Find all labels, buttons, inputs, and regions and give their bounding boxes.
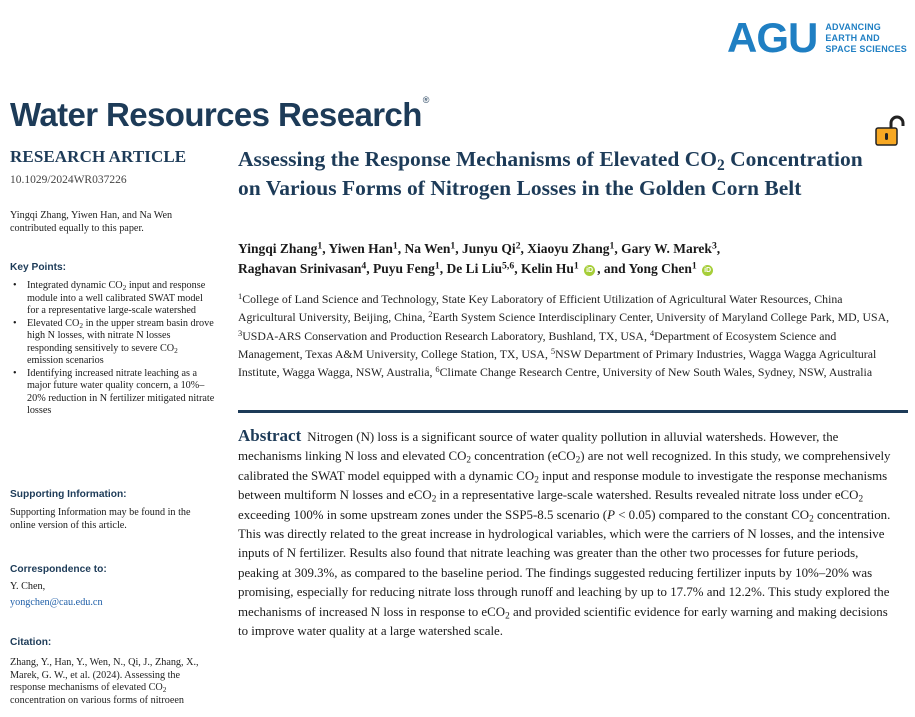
citation-text: Zhang, Y., Han, Y., Wen, N., Qi, J., Zhang, X., Marek, G. W., et al. (2024). Assessing the response mechanisms of elevated $CO_2$ concentration on various forms of nitroeen xyxy=(10,657,199,706)
abstract-label: Abstract xyxy=(238,426,302,445)
abstract-text: input and response module to investigate the response mechanisms between multiform N losses and eCO xyxy=(238,468,888,503)
registered-mark: ® xyxy=(422,95,429,105)
abstract-text: ) are not well recognized. In this study, we comprehensively calibrated the SWAT model equipped with a dynamic CO xyxy=(238,449,891,483)
author-affiliation-number: 5,6 xyxy=(502,260,515,272)
author-affiliation-number: 1 xyxy=(691,260,697,272)
affiliation-text: Earth System Science Interdisciplinary Center, University of Maryland College Park, MD, USA, xyxy=(432,310,890,325)
subscript: 2 xyxy=(466,455,472,466)
article-type: RESEARCH ARTICLE xyxy=(10,147,187,166)
key-points-heading: Key Points: xyxy=(10,262,67,273)
abstract-text: exceeding 100% in some upstream zones under the SSP5-8.5 scenario ( xyxy=(238,507,608,522)
agu-tagline-line: EARTH AND xyxy=(825,32,880,43)
agu-tagline-line: ADVANCING xyxy=(825,21,881,32)
subscript: 2 xyxy=(431,494,437,505)
key-point: • Integrated dynamic $CO_2$ input and response module into a well calibrated SWAT model for a representative large-scale watershed xyxy=(10,280,215,318)
agu-tagline-line: SPACE SCIENCES xyxy=(825,43,907,54)
key-points-list xyxy=(10,280,215,418)
orcid-icon[interactable]: iD xyxy=(704,267,712,274)
supporting-info-text: Supporting Information may be found in the online version of this article. xyxy=(10,507,191,531)
author-affiliation-number: 1 xyxy=(317,240,323,252)
agu-tagline xyxy=(825,22,907,55)
author[interactable]: Yiwen Han$^1$ xyxy=(328,240,398,256)
author-affiliation-number: 3 xyxy=(711,240,717,252)
author-affiliation-number: 1 xyxy=(609,240,615,252)
affiliation-number: 5 xyxy=(550,346,556,357)
key-point: • Identifying increased nitrate leaching as a major future water quality concern, a 10%–20% reduction in N fertilizer mitigated nitrate losses xyxy=(10,368,215,418)
abstract-text: < 0.05) compared to the constant CO xyxy=(614,507,810,522)
affiliation-number: 3 xyxy=(238,327,243,338)
affiliation-text: NSW Department of Primary Industries, Wagga Wagga Agricultural Institute, Wagga Wagga, NSW, Australia, xyxy=(238,346,877,380)
open-lock-icon[interactable] xyxy=(874,114,906,148)
abstract-text: Nitrogen (N) loss is a significant source of water quality pollution in alluvial watersheds. However, the mechanisms linking N loss and elevated CO xyxy=(238,430,839,464)
author-affiliation-number: 1 xyxy=(434,260,440,272)
subscript: 2 xyxy=(809,513,814,524)
agu-logo-text: AGU xyxy=(727,14,818,61)
affiliation-number: 2 xyxy=(428,309,433,320)
author[interactable]: Xiaoyu Zhang$^1$ xyxy=(527,240,615,256)
author-affiliation-number: 1 xyxy=(392,240,398,252)
contribution-note: Yingqi Zhang, Yiwen Han, and Na Wen contributed equally to this paper. xyxy=(10,210,173,234)
author[interactable]: Na Wen$^1$ xyxy=(404,240,456,256)
author[interactable]: Puyu Feng$^1$ xyxy=(373,260,440,276)
correspondence-heading: Correspondence to: xyxy=(10,564,107,575)
abstract-text: and provided scientific evidence for early warning and making decisions to improve water quality at a large watershed scale. xyxy=(238,604,888,639)
section-divider xyxy=(238,410,908,413)
key-point: • Elevated $CO_2$ in the upper stream basin drove high N losses, with nitrate N losses responding sensitively to severe $CO_2$ emission scenarios xyxy=(10,318,215,368)
journal-title[interactable] xyxy=(10,96,429,134)
orcid-icon[interactable]: iD xyxy=(586,267,594,274)
affiliation-number: 1 xyxy=(238,291,243,302)
supporting-info-heading: Supporting Information: xyxy=(10,489,127,500)
affiliation-number: 4 xyxy=(649,327,655,338)
author-affiliation-number: 1 xyxy=(450,240,456,252)
author-affiliation-number: 2 xyxy=(515,240,521,252)
abstract xyxy=(238,426,900,641)
doi[interactable]: 10.1029/2024WR037226 xyxy=(10,174,127,186)
affiliation-text: College of Land Science and Technology, State Key Laboratory of Efficient Utilization of Agricultural Water Resources, China Agricultural University, Beijing, China, xyxy=(238,292,843,325)
correspondence-name: Y. Chen, xyxy=(10,581,46,592)
author[interactable]: Yong Chen$^1$ xyxy=(628,260,697,276)
paper-title: Assessing the Response Mechanisms of Elevated $CO_2$ Concentration on Various Forms of Nitrogen Losses in the Golden Corn Belt xyxy=(238,147,863,200)
abstract-text: in a representative large-scale watershed. Results revealed nitrate loss under eCO xyxy=(436,488,859,503)
author-affiliation-number: 4 xyxy=(361,260,367,272)
author[interactable]: Raghavan Srinivasan$^4$ xyxy=(238,260,367,276)
affiliation-text: USDA-ARS Conservation and Production Research Laboratory, Bushland, TX, USA, xyxy=(242,328,650,343)
affiliation-text: Department of Ecosystem Science and Management, Texas A&M University, College Station, TX, USA, xyxy=(238,328,837,361)
agu-logo[interactable] xyxy=(727,16,909,60)
author[interactable]: Yingqi Zhang$^1$ xyxy=(238,240,323,256)
subscript: 2 xyxy=(858,494,864,505)
abstract-body xyxy=(238,430,890,638)
correspondence-email-link[interactable]: yongchen@cau.edu.cn xyxy=(10,597,103,608)
citation-heading: Citation: xyxy=(10,637,52,648)
author[interactable]: Gary W. Marek$^3$ xyxy=(621,240,717,256)
author-list: Yingqi Zhang$^1$, Yiwen Han$^1$, Na Wen$^1$, Junyu Qi$^2$, Xiaoyu Zhang$^1$, Gary W. Marek$^3$, Raghavan Srinivasan$^4$, Puyu Feng$^1$, De Li Liu$^{5,6}$, Kelin Hu$^1$ iD , and Yong Chen$^1$ iD xyxy=(238,240,721,276)
abstract-text: concentration. This was directly related to the great increase in hydrological variables, which were the carriers of N losses, and the intensive inputs of N fertilizer. Results also found that nitrate leaching was greater than the other two processes for future periods, peaking at 309.3%, as compared to the baseline period. The findings suggested reducing fertilizer inputs by 10%–20% was promising, especially for reducing nitrate loss through runoff and leaching by up to 17.7% and 12.2%. This study explored the mechanisms of increased N loss in response to eCO xyxy=(238,507,891,619)
subscript: 2 xyxy=(534,475,539,486)
affiliations xyxy=(238,290,898,381)
affiliation-text: Climate Change Research Centre, University of New South Wales, Sydney, NSW, Australia xyxy=(439,365,873,380)
subscript: 2 xyxy=(505,610,510,621)
author-affiliation-number: 1 xyxy=(573,260,579,272)
subscript: 2 xyxy=(575,455,581,466)
author[interactable]: Kelin Hu$^1$ xyxy=(520,260,579,276)
affiliation-number: 6 xyxy=(435,364,440,375)
italic-symbol: P xyxy=(607,507,615,522)
abstract-text: concentration (eCO xyxy=(471,449,576,464)
author[interactable]: Junyu Qi$^2$ xyxy=(462,240,521,256)
author[interactable]: De Li Liu$^{5,6}$ xyxy=(446,260,515,276)
journal-title-text: Water Resources Research xyxy=(10,96,422,133)
